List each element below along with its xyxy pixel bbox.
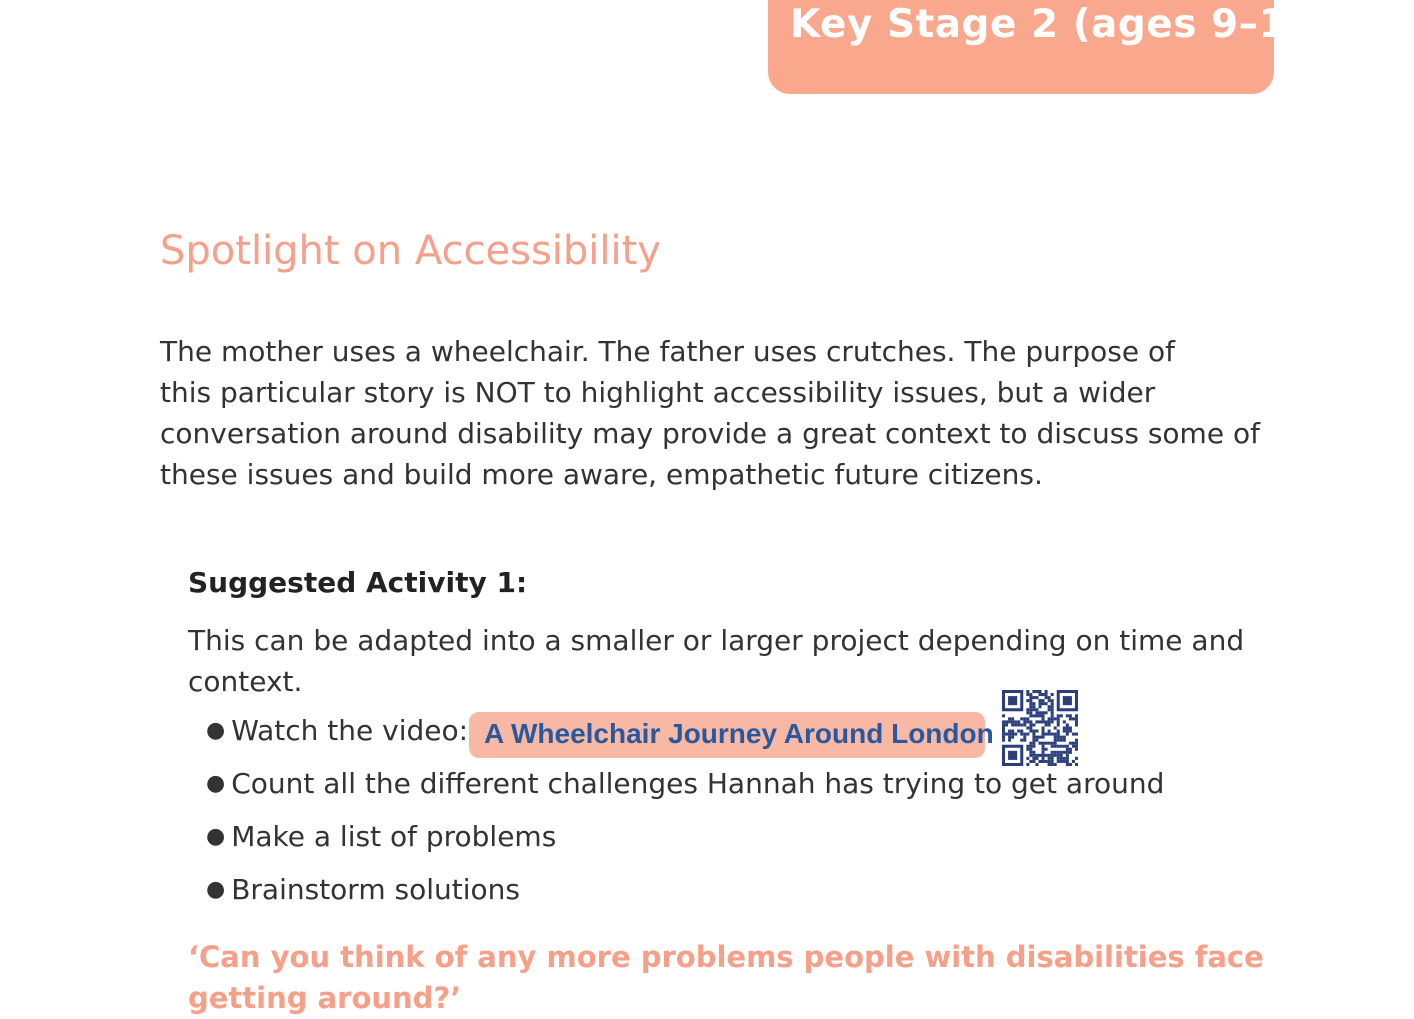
bullet-icon: ● <box>206 771 226 796</box>
list-item-text: Brainstorm solutions <box>231 873 520 906</box>
bullet-icon: ● <box>206 824 226 849</box>
intro-line: these issues and build more aware, empathetic future citizens. <box>160 458 1043 491</box>
list-item-text: Make a list of problems <box>231 820 557 853</box>
list-item-text: Count all the different challenges Hannah has trying to get around <box>231 767 1165 800</box>
section-heading: Spotlight on Accessibility <box>160 228 661 274</box>
list-item <box>206 820 556 853</box>
video-link-button[interactable] <box>469 712 994 758</box>
list-item <box>206 767 1164 800</box>
description-line: This can be adapted into a smaller or larger project depending on time and <box>188 624 1245 657</box>
qr-code-icon[interactable] <box>1002 690 1078 766</box>
list-item-text: Watch the video: <box>231 714 469 747</box>
intro-line: this particular story is NOT to highlight accessibility issues, but a wider <box>160 376 1156 409</box>
list-item <box>206 873 520 906</box>
bullet-icon: ● <box>206 877 226 902</box>
question-line: getting around?’ <box>188 981 462 1015</box>
list-item <box>206 714 468 747</box>
activity-description <box>188 620 1244 702</box>
discussion-question <box>188 937 1264 1019</box>
intro-line: The mother uses a wheelchair. The father uses crutches. The purpose of <box>160 335 1175 368</box>
video-link-label[interactable]: A Wheelchair Journey Around London <box>484 718 994 749</box>
intro-line: conversation around disability may provide a great context to discuss some of <box>160 417 1260 450</box>
description-line: context. <box>188 665 303 698</box>
activity-title: Suggested Activity 1: <box>188 566 528 599</box>
key-stage-label: Key Stage 2 (ages 9–11) <box>790 2 1333 47</box>
question-line: ‘Can you think of any more problems people with disabilities face <box>188 940 1264 974</box>
bullet-icon: ● <box>206 718 226 743</box>
key-stage-badge <box>768 0 1333 94</box>
intro-paragraph <box>160 331 1270 495</box>
